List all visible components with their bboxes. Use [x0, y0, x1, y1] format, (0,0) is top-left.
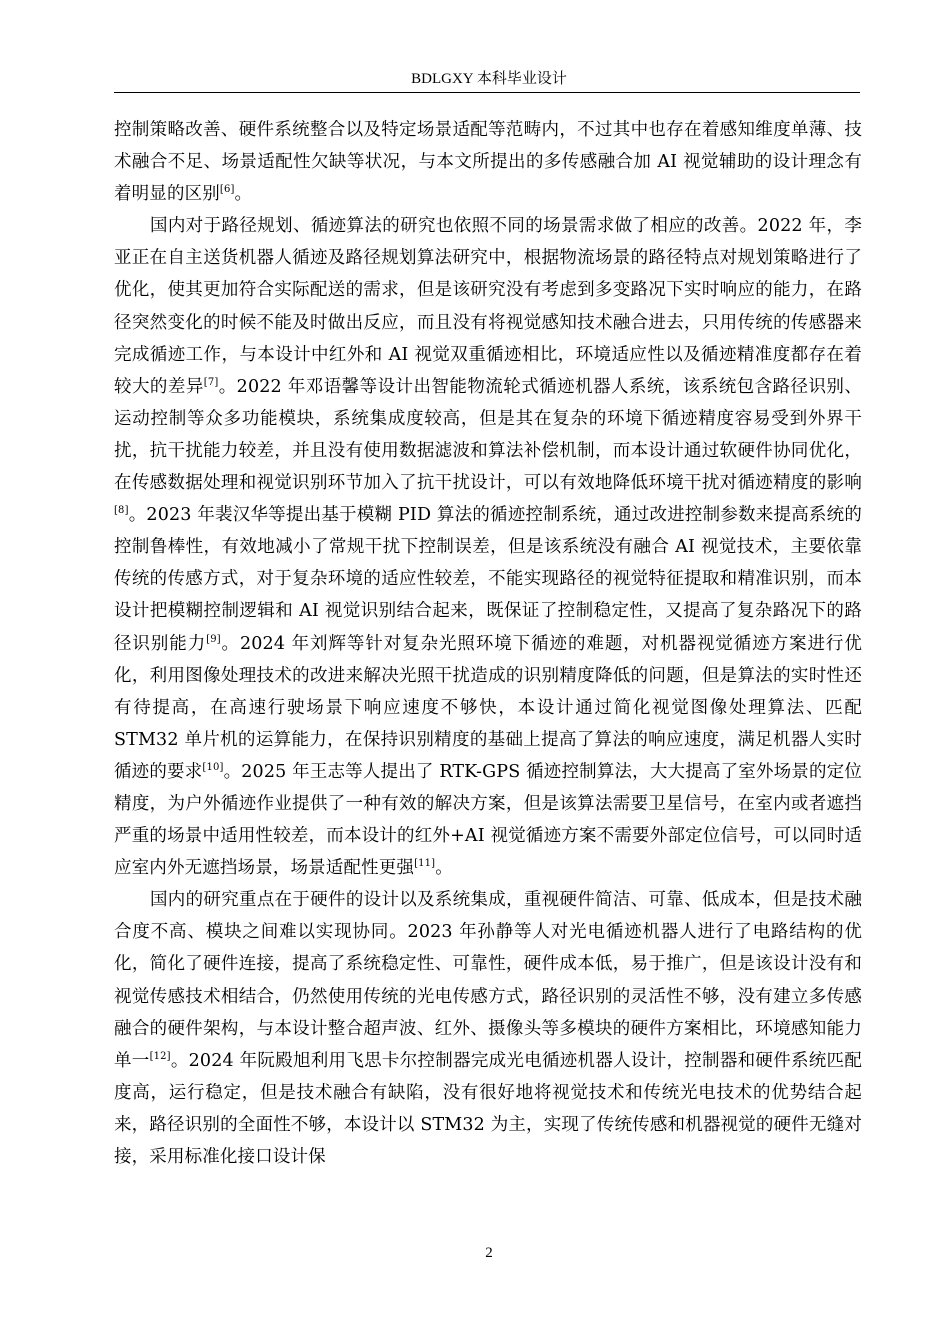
- paragraph-text: 国内对于路径规划、循迹算法的研究也依照不同的场景需求做了相应的改善。2022 年，李亚正在自主送货机器人循迹及路径规划算法研究中，根据物流场景的路径特点对规划策略进行了优化，使其更加符合实际配送的需求，但是该研究没有考虑到多变路况下实时响应的能力，在路径突然变化的时候不能及时做出反应，而且没有将视觉感知技术融合进去，只用传统的传感器来完成循迹工作，与本设计中红外和 AI 视觉双重循迹相比，环境适应性以及循迹精准度都存在着较大的差异: [114, 216, 862, 397]
- body-paragraph: [114, 210, 862, 884]
- paragraph-text: 控制策略改善、硬件系统整合以及特定场景适配等范畴内，不过其中也存在着感知维度单薄、技术融合不足、场景适配性欠缺等状况，与本文所提出的多传感融合加 AI 视觉辅助的设计理念有着明显的区别: [114, 120, 862, 205]
- body-text: [114, 114, 862, 1173]
- paragraph-text: 。2025 年王志等人提出了 RTK-GPS 循迹控制算法，大大提高了室外场景的定位精度，为户外循迹作业提供了一种有效的解决方案，但是该算法需要卫星信号，在室内或者遮挡严重的场景中适用性较差，而本设计的红外+AI 视觉循迹方案不需要外部定位信号，可以同时适应室内外无遮挡场景，场景适配性更强: [114, 761, 862, 879]
- citation-reference: [11]: [414, 858, 436, 870]
- paragraph-text: 。2023 年裴汉华等提出基于模糊 PID 算法的循迹控制系统，通过改进控制参数来提高系统的控制鲁棒性，有效地减小了常规干扰下控制误差，但是该系统没有融合 AI 视觉技术，主要依靠传统的传感方式，对于复杂环境的适应性较差，不能实现路径的视觉特征提取和精准识别，而本设计把模糊控制逻辑和 AI 视觉识别结合起来，既保证了控制稳定性，又提高了复杂路况下的路径识别能力: [114, 505, 862, 654]
- paragraph-text: 国内的研究重点在于硬件的设计以及系统集成，重视硬件简洁、可靠、低成本，但是技术融合度不高、模块之间难以实现协同。2023 年孙静等人对光电循迹机器人进行了电路结构的优化，简化了硬件连接，提高了系统稳定性、可靠性，硬件成本低，易于推广，但是该设计没有和视觉传感技术相结合，仍然使用传统的光电传感方式，路径识别的灵活性不够，没有建立多传感融合的硬件架构，与本设计整合超声波、红外、摄像头等多模块的硬件方案相比，环境感知能力单一: [114, 890, 862, 1071]
- paragraph-text: 。: [435, 858, 453, 879]
- body-paragraph: [114, 884, 862, 1173]
- citation-reference: [6]: [219, 184, 235, 196]
- citation-reference: [10]: [202, 762, 224, 774]
- citation-reference: [7]: [203, 376, 219, 388]
- body-paragraph: [114, 114, 862, 210]
- paragraph-text: 。2022 年邓语馨等设计出智能物流轮式循迹机器人系统，该系统包含路径识别、运动控制等众多功能模块，系统集成度较高，但是其在复杂的环境下循迹精度容易受到外界干扰，抗干扰能力较差，并且没有使用数据滤波和算法补偿机制，而本设计通过软硬件协同优化，在传感数据处理和视觉识别环节加入了抗干扰设计，可以有效地降低环境干扰对循迹精度的影响: [114, 376, 863, 494]
- citation-reference: [12]: [149, 1050, 171, 1062]
- paragraph-text: 。2024 年阮殿旭利用飞思卡尔控制器完成光电循迹机器人设计，控制器和硬件系统匹配度高，运行稳定，但是技术融合有缺陷，没有很好地将视觉技术和传统光电技术的优势结合起来，路径识别的全面性不够，本设计以 STM32 为主，实现了传统传感和机器视觉的硬件无缝对接，采用标准化接口设计保: [114, 1050, 862, 1167]
- header-divider: [114, 92, 860, 93]
- citation-reference: [8]: [114, 505, 129, 517]
- page-header: BDLGXY 本科毕业设计: [411, 71, 567, 87]
- citation-reference: [9]: [206, 633, 221, 645]
- paragraph-text: 。: [234, 184, 253, 205]
- paragraph-text: 。2024 年刘辉等针对复杂光照环境下循迹的难题，对机器视觉循迹方案进行优化，利用图像处理技术的改进来解决光照干扰造成的识别精度降低的问题，但是算法的实时性还有待提高，在高速行驶场景下响应速度不够快，本设计通过简化视觉图像处理算法、匹配 STM32 单片机的运算能力，在保持识别精度的基础上提高了算法的响应速度，满足机器人实时循迹的要求: [114, 633, 863, 782]
- page-number: 2: [485, 1245, 493, 1261]
